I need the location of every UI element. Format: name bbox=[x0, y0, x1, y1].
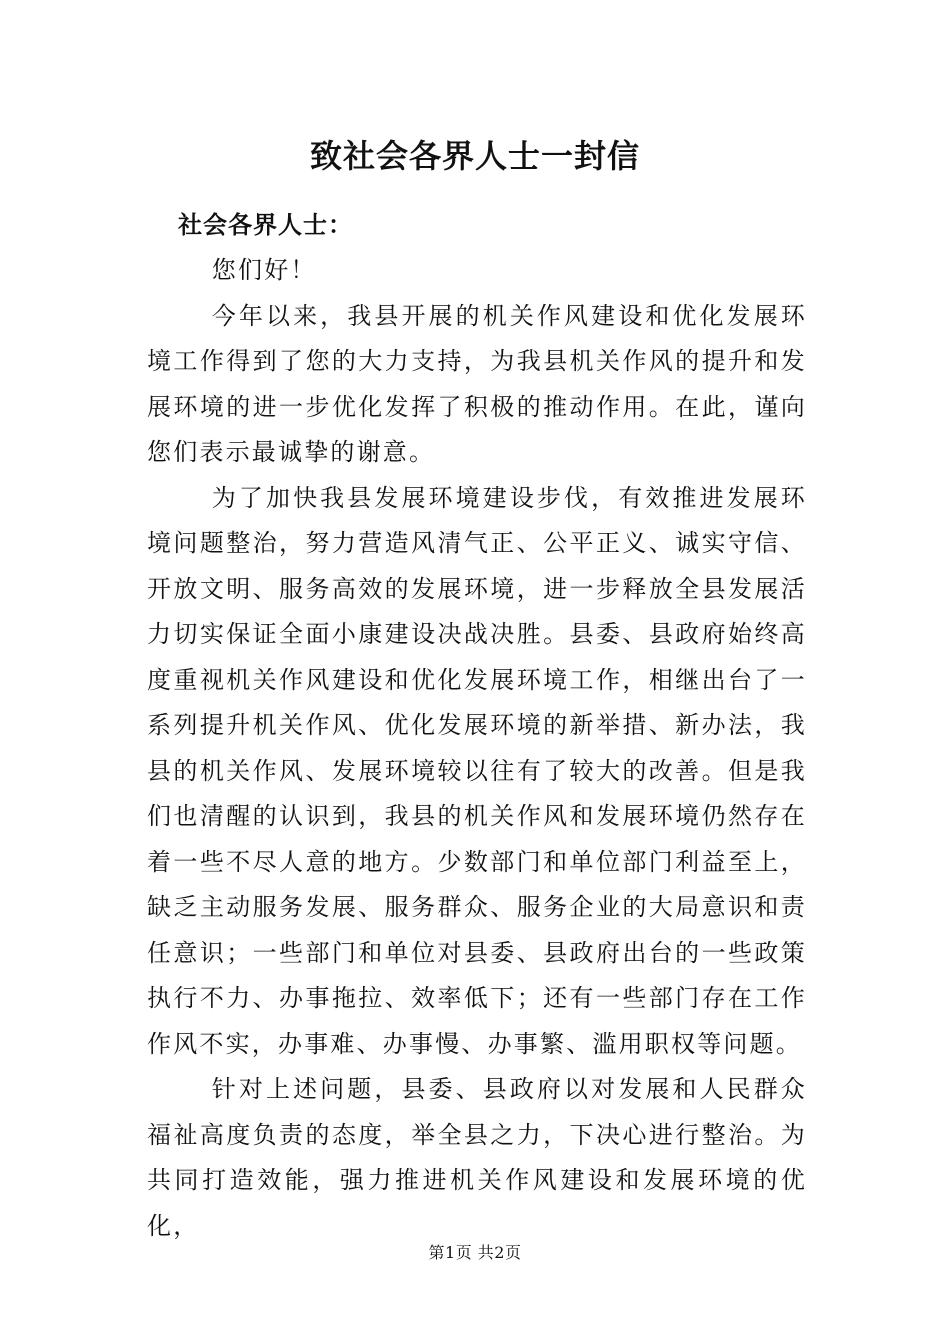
paragraph-2: 为了加快我县发展环境建设步伐，有效推进发展环境问题整治，努力营造风清气正、公平正义、诚实守信、开放文明、服务高效的发展环境，进一步释放全县发展活力切实保证全面小康建设决战决胜。县委、县政府始终高度重视机关作风建设和优化发展环境工作，相继出台了一系列提升机关作风、优化发展环境的新举措、新办法，我县的机关作风、发展环境较以往有了较大的改善。但是我们也清醒的认识到，我县的机关作风和发展环境仍然存在着一些不尽人意的地方。少数部门和单位部门利益至上，缺乏主动服务发展、服务群众、服务企业的大局意识和责任意识；一些部门和单位对县委、县政府出台的一些政策执行不力、办事拖拉、效率低下；还有一些部门存在工作作风不实，办事难、办事慢、办事繁、滥用职权等问题。 bbox=[147, 483, 807, 1058]
document-title: 致社会各界人士一封信 bbox=[309, 137, 640, 175]
salutation: 社会各界人士： bbox=[178, 210, 353, 239]
paragraph-1: 今年以来，我县开展的机关作风建设和优化发展环境工作得到了您的大力支持，为我县机关作风的提升和发展环境的进一步优化发挥了积极的推动作用。在此，谨向您们表示最诚挚的谢意。 bbox=[147, 301, 807, 466]
paragraph-3: 针对上述问题，县委、县政府以对发展和人民群众福祉高度负责的态度，举全县之力，下决心进行整治。为共同打造效能，强力推进机关作风建设和发展环境的优化， bbox=[147, 1075, 807, 1240]
page-footer: 第1页 共2页 bbox=[428, 1243, 522, 1262]
greeting: 您们好！ bbox=[211, 256, 317, 284]
letter-body bbox=[147, 248, 807, 1249]
